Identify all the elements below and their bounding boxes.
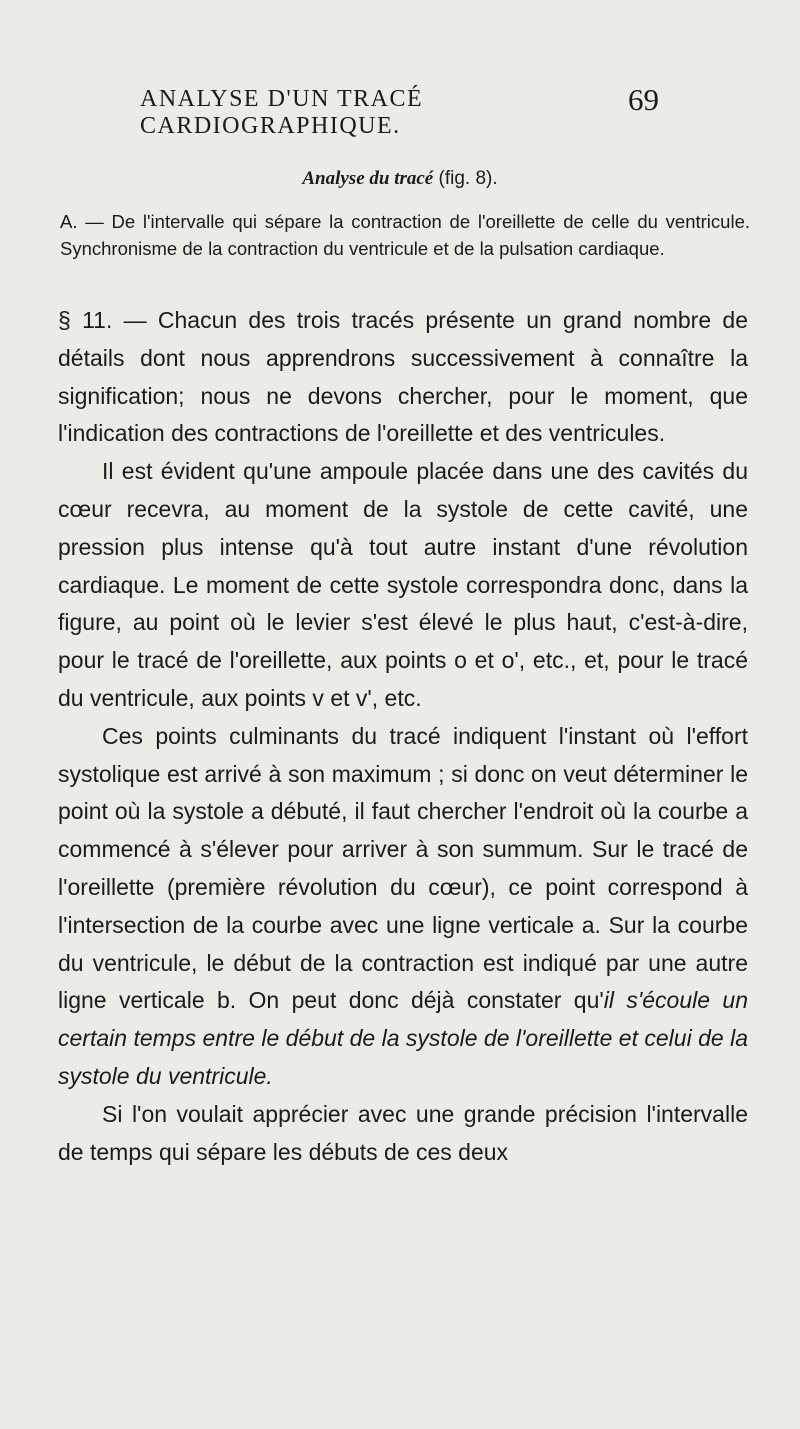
section-subtitle: [0, 168, 800, 190]
paragraph-3-text: Ces points culminants du tracé indiquent l'instant où l'effort systolique est arrivé à son maximum ; si donc on veut déterminer le point où la systole a débuté, il faut chercher l'endroit où la courbe a commencé à s'élever pour arriver à son summum. Sur le tracé de l'oreillette (première révolution du cœur), ce point correspond à l'intersection de la courbe avec une ligne verticale a. Sur la courbe du ventricule, le début de la contraction est indiqué par une autre ligne verticale b. On peut donc déjà constater qu': [58, 722, 748, 1014]
paragraph-3-italic: il s'écoule un certain temps entre le début de la systole de l'oreillette et celui de la systole du ventricule.: [58, 987, 748, 1089]
caption-label: A.: [60, 211, 78, 232]
running-head: ANALYSE D'UN TRACÉ CARDIOGRAPHIQUE.: [140, 86, 424, 139]
section-caption: [60, 208, 750, 262]
figure-reference: (fig. 8).: [438, 168, 498, 189]
caption-text: — De l'intervalle qui sépare la contraction de l'oreillette de celle du ventricule. Synchronisme de la contraction du ventricule et de la pulsation cardiaque.: [60, 211, 750, 259]
subtitle-bold: Analyse du tracé: [302, 168, 434, 189]
paragraph-3: [58, 718, 748, 1096]
page-number: 69: [628, 82, 659, 117]
paragraph-4: Si l'on voulait apprécier avec une grande précision l'intervalle de temps qui sépare les débuts de ces deux: [58, 1100, 748, 1165]
body-text: [58, 302, 748, 1171]
paragraph-2: Il est évident qu'une ampoule placée dans une des cavités du cœur recevra, au moment de la systole de cette cavité, une pression plus intense qu'à tout autre instant d'une révolution cardiaque. Le moment de cette systole correspondra donc, dans la figure, au point où le levier s'est élevé le plus haut, c'est-à-dire, pour le tracé de l'oreillette, aux points o et o', etc., et, pour le tracé du ventricule, aux points v et v', etc.: [58, 458, 748, 711]
paragraph-1: § 11. — Chacun des trois tracés présente un grand nombre de détails dont nous apprendrons successivement à connaître la signification; nous ne devons chercher, pour le moment, que l'indication des contractions de l'oreillette et des ventricules.: [58, 307, 748, 447]
